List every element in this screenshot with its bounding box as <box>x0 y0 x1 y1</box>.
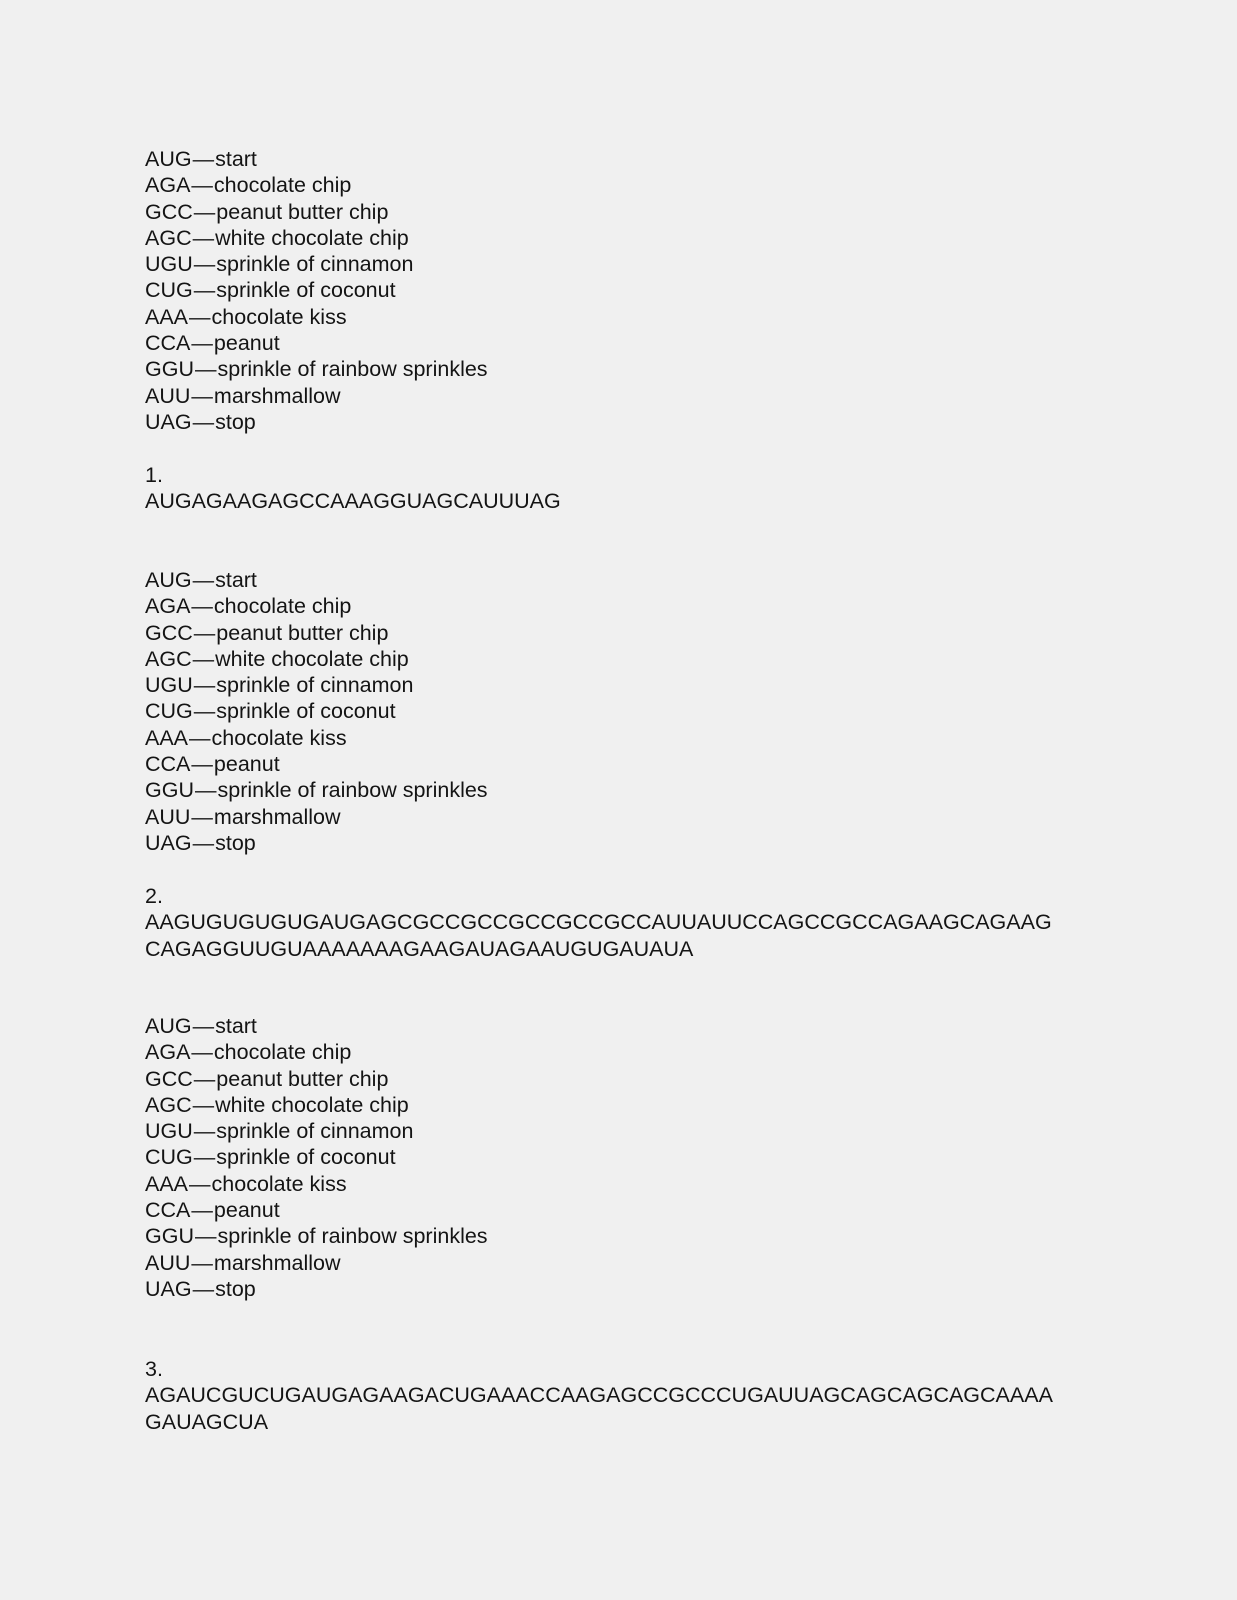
separator-dash: — <box>193 1066 216 1091</box>
codon: CUG <box>145 699 193 724</box>
separator-dash: — <box>191 804 213 829</box>
codon-entry <box>145 330 1095 356</box>
codon: AGA <box>145 1040 191 1065</box>
codon-entry <box>145 1197 1095 1223</box>
codon-entry <box>145 1144 1095 1170</box>
separator-dash: — <box>192 147 215 171</box>
separator-dash: — <box>192 1092 215 1117</box>
separator-dash: — <box>189 1171 211 1196</box>
rna-sequence-line: CAGAGGUUGUAAAAAAAGAAGAUAGAAUGUGAUAUA <box>145 936 694 961</box>
separator-dash: — <box>193 199 216 224</box>
rna-sequence-line: AGAUCGUCUGAUGAGAAGACUGAAACCAAGAGCCGCCCUGAUUAGCAGCAGCAGCAAAA <box>145 1383 1053 1408</box>
codon-meaning: marshmallow <box>213 1250 341 1275</box>
separator-dash: — <box>192 1014 215 1038</box>
codon: UAG <box>145 409 192 434</box>
codon-entry <box>145 567 1095 593</box>
problem-3 <box>145 1356 1145 1435</box>
codon-entry <box>145 830 1095 856</box>
codon: UAG <box>145 830 192 855</box>
separator-dash: — <box>193 252 216 277</box>
codon: AUU <box>145 383 191 408</box>
codon-list <box>145 567 1095 856</box>
codon: UGU <box>145 673 193 698</box>
rna-sequence-line: GAUAGCUA <box>145 1409 269 1434</box>
codon-meaning: peanut butter chip <box>216 1066 389 1091</box>
codon: UAG <box>145 1276 192 1301</box>
separator-dash: — <box>191 594 213 619</box>
codon-meaning: marshmallow <box>213 383 341 408</box>
codon-meaning: sprinkle of rainbow sprinkles <box>217 357 488 382</box>
codon: AGA <box>145 594 191 619</box>
codon: CUG <box>145 1145 193 1170</box>
codon-entry <box>145 804 1095 830</box>
codon: GGU <box>145 778 194 803</box>
codon-entry <box>145 672 1095 698</box>
codon: AGC <box>145 225 192 250</box>
codon-entry <box>145 1092 1095 1118</box>
codon: AAA <box>145 304 189 329</box>
separator-dash: — <box>192 225 215 250</box>
codon-meaning: sprinkle of cinnamon <box>216 252 414 277</box>
separator-dash: — <box>191 1040 213 1065</box>
separator-dash: — <box>192 1276 215 1301</box>
codon-meaning: sprinkle of coconut <box>216 699 396 724</box>
codon-entry <box>145 146 1095 172</box>
codon-entry <box>145 1118 1095 1144</box>
codon-entry <box>145 1013 1095 1039</box>
separator-dash: — <box>189 725 211 750</box>
codon-entry <box>145 1171 1095 1197</box>
separator-dash: — <box>193 1119 216 1144</box>
separator-dash: — <box>194 357 217 382</box>
codon: GGU <box>145 1224 194 1249</box>
problem-number: 1. <box>145 463 163 487</box>
problem-number: 3. <box>145 1357 163 1381</box>
codon-entry <box>145 277 1095 303</box>
separator-dash: — <box>193 673 216 698</box>
codon: AUU <box>145 804 191 829</box>
codon-meaning: stop <box>215 1276 256 1301</box>
codon: AGC <box>145 1092 192 1117</box>
codon: UGU <box>145 1119 193 1144</box>
codon-meaning: peanut <box>213 752 280 777</box>
problem-number: 2. <box>145 884 163 908</box>
codon-entry <box>145 199 1095 225</box>
codon-meaning: chocolate kiss <box>211 304 347 329</box>
separator-dash: — <box>192 646 215 671</box>
codon-entry <box>145 172 1095 198</box>
rna-sequence-line: AAGUGUGUGUGAUGAGCGCCGCCGCCGCCGCCAUUAUUCCAGCCGCCAGAAGCAGAAG <box>145 910 1052 935</box>
codon: AUG <box>145 147 192 171</box>
codon: AUU <box>145 1250 191 1275</box>
problem-2 <box>145 883 1145 962</box>
separator-dash: — <box>191 173 213 198</box>
codon-entry <box>145 698 1095 724</box>
codon: AGA <box>145 173 191 198</box>
codon: CCA <box>145 1198 191 1223</box>
codon-meaning: chocolate chip <box>213 1040 352 1065</box>
separator-dash: — <box>193 1145 216 1170</box>
codon-list <box>145 146 1095 435</box>
codon-entry <box>145 593 1095 619</box>
codon-meaning: sprinkle of cinnamon <box>216 1119 414 1144</box>
codon-key-2 <box>145 567 1095 856</box>
codon-key-3 <box>145 1013 1095 1302</box>
separator-dash: — <box>194 778 217 803</box>
separator-dash: — <box>192 409 215 434</box>
codon-meaning: peanut <box>213 1198 280 1223</box>
codon-meaning: sprinkle of coconut <box>216 1145 396 1170</box>
codon-entry <box>145 751 1095 777</box>
codon-entry <box>145 1276 1095 1302</box>
codon-meaning: chocolate kiss <box>211 1171 347 1196</box>
codon-entry <box>145 777 1095 803</box>
separator-dash: — <box>194 1224 217 1249</box>
codon-entry <box>145 409 1095 435</box>
codon-entry <box>145 1066 1095 1092</box>
codon: UGU <box>145 252 193 277</box>
codon-meaning: start <box>215 1014 257 1038</box>
codon: AUG <box>145 568 192 592</box>
codon-meaning: start <box>215 568 257 592</box>
codon-entry <box>145 1250 1095 1276</box>
rna-sequence-line: AUGAGAAGAGCCAAAGGUAGCAUUUAG <box>145 489 561 514</box>
codon: GCC <box>145 620 193 645</box>
separator-dash: — <box>191 752 213 777</box>
codon: CCA <box>145 331 191 356</box>
codon-entry <box>145 1223 1095 1249</box>
codon-meaning: white chocolate chip <box>215 646 409 671</box>
codon: GCC <box>145 199 193 224</box>
separator-dash: — <box>192 830 215 855</box>
codon-meaning: sprinkle of cinnamon <box>216 673 414 698</box>
separator-dash: — <box>193 699 216 724</box>
codon-entry <box>145 725 1095 751</box>
codon: GCC <box>145 1066 193 1091</box>
separator-dash: — <box>191 383 213 408</box>
codon-meaning: sprinkle of rainbow sprinkles <box>217 778 488 803</box>
codon-meaning: sprinkle of coconut <box>216 278 396 303</box>
codon-meaning: chocolate chip <box>213 594 352 619</box>
separator-dash: — <box>191 331 213 356</box>
codon-entry <box>145 620 1095 646</box>
codon-entry <box>145 646 1095 672</box>
codon: AGC <box>145 646 192 671</box>
codon-meaning: peanut butter chip <box>216 199 389 224</box>
codon-meaning: start <box>215 147 257 171</box>
codon: AAA <box>145 1171 189 1196</box>
codon-meaning: chocolate kiss <box>211 725 347 750</box>
codon-entry <box>145 251 1095 277</box>
codon-entry <box>145 356 1095 382</box>
codon-meaning: peanut <box>213 331 280 356</box>
codon-entry <box>145 225 1095 251</box>
codon-entry <box>145 1039 1095 1065</box>
codon: AUG <box>145 1014 192 1038</box>
separator-dash: — <box>193 620 216 645</box>
codon-meaning: white chocolate chip <box>215 225 409 250</box>
codon-meaning: chocolate chip <box>213 173 352 198</box>
codon-entry <box>145 304 1095 330</box>
separator-dash: — <box>193 278 216 303</box>
problem-1 <box>145 462 1145 515</box>
codon-meaning: stop <box>215 830 256 855</box>
codon-meaning: white chocolate chip <box>215 1092 409 1117</box>
codon: CUG <box>145 278 193 303</box>
codon-meaning: stop <box>215 409 256 434</box>
codon: AAA <box>145 725 189 750</box>
codon: CCA <box>145 752 191 777</box>
codon: GGU <box>145 357 194 382</box>
separator-dash: — <box>191 1250 213 1275</box>
codon-list <box>145 1013 1095 1302</box>
separator-dash: — <box>192 568 215 592</box>
codon-meaning: marshmallow <box>213 804 341 829</box>
codon-key-1 <box>145 146 1095 435</box>
codon-entry <box>145 383 1095 409</box>
codon-meaning: sprinkle of rainbow sprinkles <box>217 1224 488 1249</box>
codon-meaning: peanut butter chip <box>216 620 389 645</box>
separator-dash: — <box>189 304 211 329</box>
separator-dash: — <box>191 1198 213 1223</box>
